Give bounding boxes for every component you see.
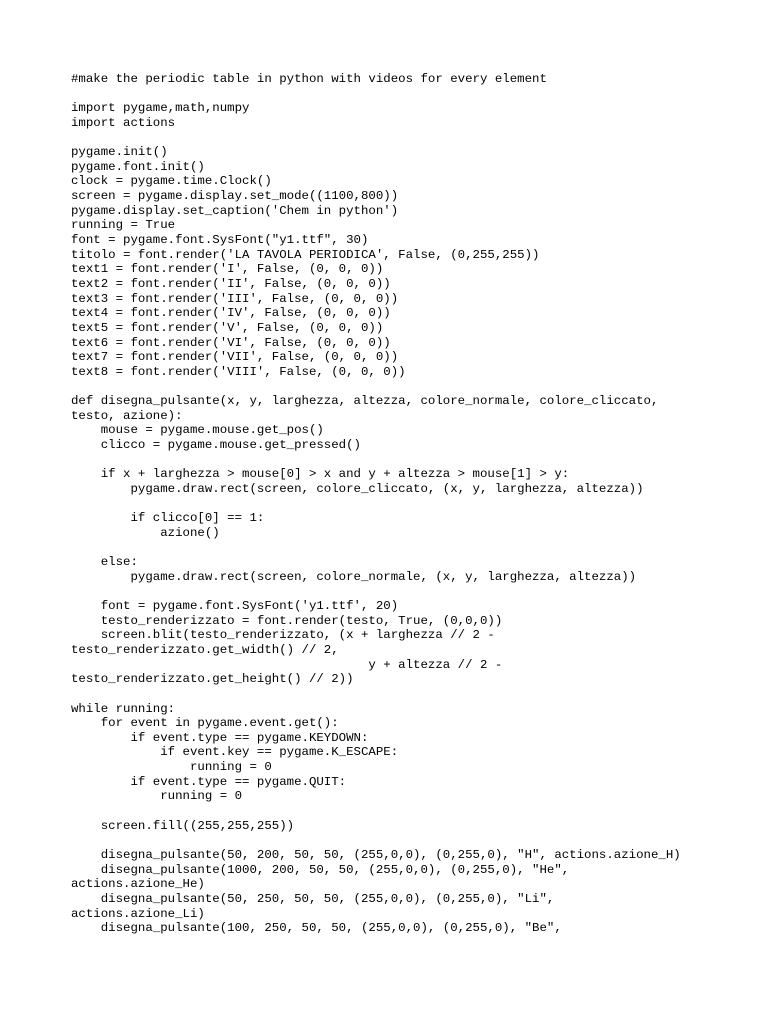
code-line: if event.type == pygame.QUIT:	[71, 774, 347, 789]
code-line: disegna_pulsante(100, 250, 50, 50, (255,0,0), (0,255,0), "Be",	[71, 921, 562, 936]
code-line: clicco = pygame.mouse.get_pressed()	[71, 438, 361, 453]
code-line: y + altezza // 2 -	[71, 657, 503, 672]
code-line: screen = pygame.display.set_mode((1100,800))	[71, 189, 399, 204]
code-line: disegna_pulsante(1000, 200, 50, 50, (255,0,0), (0,255,0), "He",	[71, 862, 570, 877]
code-line: text7 = font.render('VII', False, (0, 0, 0))	[71, 350, 399, 365]
code-line: text4 = font.render('IV', False, (0, 0, 0))	[71, 306, 391, 321]
code-line: actions.azione_He)	[71, 877, 205, 892]
code-line: clock = pygame.time.Clock()	[71, 174, 272, 189]
code-line: mouse = pygame.mouse.get_pos()	[71, 423, 324, 438]
code-line: titolo = font.render('LA TAVOLA PERIODICA', False, (0,255,255))	[71, 247, 540, 262]
blank-line	[71, 584, 681, 599]
code-line: testo_renderizzato = font.render(testo, True, (0,0,0))	[71, 613, 503, 628]
code-line: if event.type == pygame.KEYDOWN:	[71, 730, 369, 745]
code-line: while running:	[71, 701, 176, 716]
blank-line	[71, 453, 681, 468]
blank-line	[71, 804, 681, 819]
code-line: if clicco[0] == 1:	[71, 511, 265, 526]
code-line: text6 = font.render('VI', False, (0, 0, 0))	[71, 335, 391, 350]
code-line: text3 = font.render('III', False, (0, 0, 0))	[71, 291, 399, 306]
blank-line	[71, 687, 681, 702]
code-line: text5 = font.render('V', False, (0, 0, 0))	[71, 320, 384, 335]
code-line: text8 = font.render('VIII', False, (0, 0, 0))	[71, 364, 406, 379]
code-line: import pygame,math,numpy	[71, 101, 250, 116]
code-line: pygame.font.init()	[71, 159, 205, 174]
code-line: running = 0	[71, 760, 272, 775]
code-comment-line: #make the periodic table in python with videos for every element	[71, 72, 547, 86]
code-line: font = pygame.font.SysFont('y1.ttf', 20)	[71, 599, 399, 614]
code-line: for event in pygame.event.get():	[71, 716, 339, 731]
blank-line	[71, 833, 681, 848]
blank-line	[71, 541, 681, 556]
code-line: pygame.display.set_caption('Chem in python')	[71, 203, 399, 218]
code-line: disegna_pulsante(50, 250, 50, 50, (255,0,0), (0,255,0), "Li",	[71, 891, 555, 906]
blank-line	[71, 131, 681, 146]
code-line: if event.key == pygame.K_ESCAPE:	[71, 745, 399, 760]
code-line: disegna_pulsante(50, 200, 50, 50, (255,0,0), (0,255,0), "H", actions.azione_H)	[71, 847, 681, 862]
code-line: pygame.init()	[71, 145, 168, 160]
blank-line	[71, 379, 681, 394]
code-block	[71, 72, 681, 936]
code-line: running = True	[71, 218, 176, 233]
code-line: else:	[71, 555, 138, 570]
code-line: screen.fill((255,255,255))	[71, 818, 295, 833]
code-line: if x + larghezza > mouse[0] > x and y + altezza > mouse[1] > y:	[71, 467, 570, 482]
code-line: running = 0	[71, 789, 243, 804]
code-line: pygame.draw.rect(screen, colore_normale, (x, y, larghezza, altezza))	[71, 569, 637, 584]
blank-line	[71, 87, 681, 102]
code-line: testo_renderizzato.get_width() // 2,	[71, 642, 339, 657]
code-line: azione()	[71, 525, 220, 540]
code-line: def disegna_pulsante(x, y, larghezza, altezza, colore_normale, colore_cliccato,	[71, 394, 659, 409]
code-line: import actions	[71, 115, 176, 130]
code-line: text2 = font.render('II', False, (0, 0, 0))	[71, 276, 391, 291]
code-line: text1 = font.render('I', False, (0, 0, 0))	[71, 262, 384, 277]
code-line: testo, azione):	[71, 408, 183, 423]
blank-line	[71, 497, 681, 512]
code-line: testo_renderizzato.get_height() // 2))	[71, 672, 354, 687]
code-line: pygame.draw.rect(screen, colore_cliccato, (x, y, larghezza, altezza))	[71, 481, 644, 496]
code-line: screen.blit(testo_renderizzato, (x + larghezza // 2 -	[71, 628, 495, 643]
code-line: font = pygame.font.SysFont("y1.ttf", 30)	[71, 233, 369, 248]
code-line: actions.azione_Li)	[71, 906, 205, 921]
